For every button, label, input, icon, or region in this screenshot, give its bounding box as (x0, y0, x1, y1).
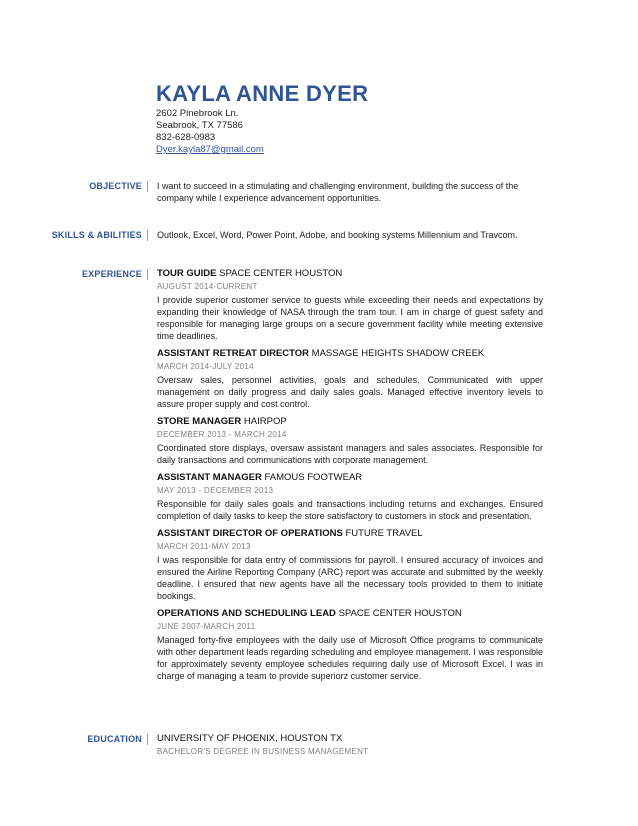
job-entry (157, 268, 543, 342)
section-divider (147, 734, 148, 745)
job-role: OPERATIONS AND SCHEDULING LEAD (157, 608, 336, 619)
job-role: ASSISTANT DIRECTOR OF OPERATIONS (157, 528, 343, 539)
job-dates: AUGUST 2014-CURRENT (157, 282, 258, 291)
job-entry (157, 528, 543, 602)
address-line-1: 2602 Pinebrook Ln. (156, 108, 239, 119)
job-heading (157, 528, 543, 540)
job-employer: SPACE CENTER HOUSTON (219, 268, 343, 279)
section-divider (147, 230, 148, 241)
job-description: Coordinated store displays, oversaw assistant managers and sales associates. Responsible for daily transactions and communications with corporate management. (157, 443, 543, 465)
job-role: ASSISTANT MANAGER (157, 472, 262, 483)
job-role: ASSISTANT RETREAT DIRECTOR (157, 348, 310, 359)
job-dates: JUNE 2007-MARCH 2011 (157, 622, 256, 631)
job-role: STORE MANAGER (157, 416, 242, 427)
job-heading (157, 416, 543, 428)
job-dates: MARCH 2014-JULY 2014 (157, 362, 254, 371)
job-heading (157, 348, 543, 360)
education-body (157, 733, 543, 757)
job-role: TOUR GUIDE (157, 268, 217, 279)
address-line-2: Seabrook, TX 77586 (156, 120, 243, 131)
education-label: EDUCATION (87, 734, 142, 744)
education-school: UNIVERSITY OF PHOENIX, HOUSTON TX (157, 733, 343, 744)
job-employer: SPACE CENTER HOUSTON (338, 608, 462, 619)
phone-number: 832-628-0983 (156, 132, 216, 143)
education-degree: BACHELOR'S DEGREE IN BUSINESS MANAGEMENT (157, 747, 369, 756)
job-employer: FAMOUS FOOTWEAR (264, 472, 363, 483)
objective-label: OBJECTIVE (89, 181, 142, 191)
candidate-name: KAYLA ANNE DYER (156, 81, 369, 106)
job-description: I was responsible for data entry of commissions for payroll. I ensured accuracy of invoices and ensured the Airline Reporting Company (ARC) report was accurate and submitted by the weekly deadline. I ensured that new agents have all the necessary tools provided to them to initiate bookings. (157, 555, 543, 601)
objective-text: I want to succeed in a stimulating and challenging environment, building the success of the company while I experience advancement opportunities. (157, 181, 519, 203)
email-link[interactable]: Dyer.kayla87@gmail.com (156, 144, 264, 155)
job-description: Responsible for daily sales goals and transactions including returns and exchanges. Ensured completion of daily tasks to keep the store satisfactory to customers in stock and presentation. (157, 499, 543, 521)
job-entry (157, 348, 543, 410)
job-dates: DECEMBER 2013 - MARCH 2014 (157, 430, 287, 439)
job-heading (157, 472, 543, 484)
job-description: I provide superior customer service to guests while exceeding their needs and expectations by expanding their knowledge of NASA through the tram tour. I am in charge of guest safety and responsible for managing large groups on a secure government facility while meeting extensive time deadlines. (157, 295, 543, 341)
job-description: Managed forty-five employees with the daily use of Microsoft Office programs to communicate with other department leads regarding scheduling and employee management. I was responsible for approximately seventy employee schedules requiring daily use of Microsoft Excel. I was in charge of managing a team to provide superiorz customer service. (157, 635, 543, 681)
email-line (156, 144, 616, 156)
resume-header (156, 82, 616, 156)
skills-label: SKILLS & ABILITIES (51, 230, 142, 240)
job-entry (157, 608, 543, 682)
job-dates: MAY 2013 - DECEMBER 2013 (157, 486, 274, 495)
job-dates: MARCH 2011-MAY 2013 (157, 542, 251, 551)
section-divider (147, 181, 148, 192)
job-employer: HAIRPOP (243, 416, 287, 427)
job-heading (157, 608, 543, 620)
skills-text: Outlook, Excel, Word, Power Point, Adobe, and booking systems Millennium and Travcom. (157, 230, 518, 240)
job-entry (157, 472, 543, 522)
job-entry (157, 416, 543, 466)
job-employer: FUTURE TRAVEL (345, 528, 423, 539)
section-divider (147, 269, 148, 280)
experience-list (157, 268, 543, 682)
job-employer: MASSAGE HEIGHTS SHADOW CREEK (311, 348, 485, 359)
experience-label: EXPERIENCE (81, 269, 142, 279)
job-description: Oversaw sales, personnel activities, goals and schedules. Communicated with upper management on daily progress and daily sales goals. Managed effective inventory levels to assure proper supply and cost control. (157, 375, 543, 409)
job-heading (157, 268, 543, 280)
